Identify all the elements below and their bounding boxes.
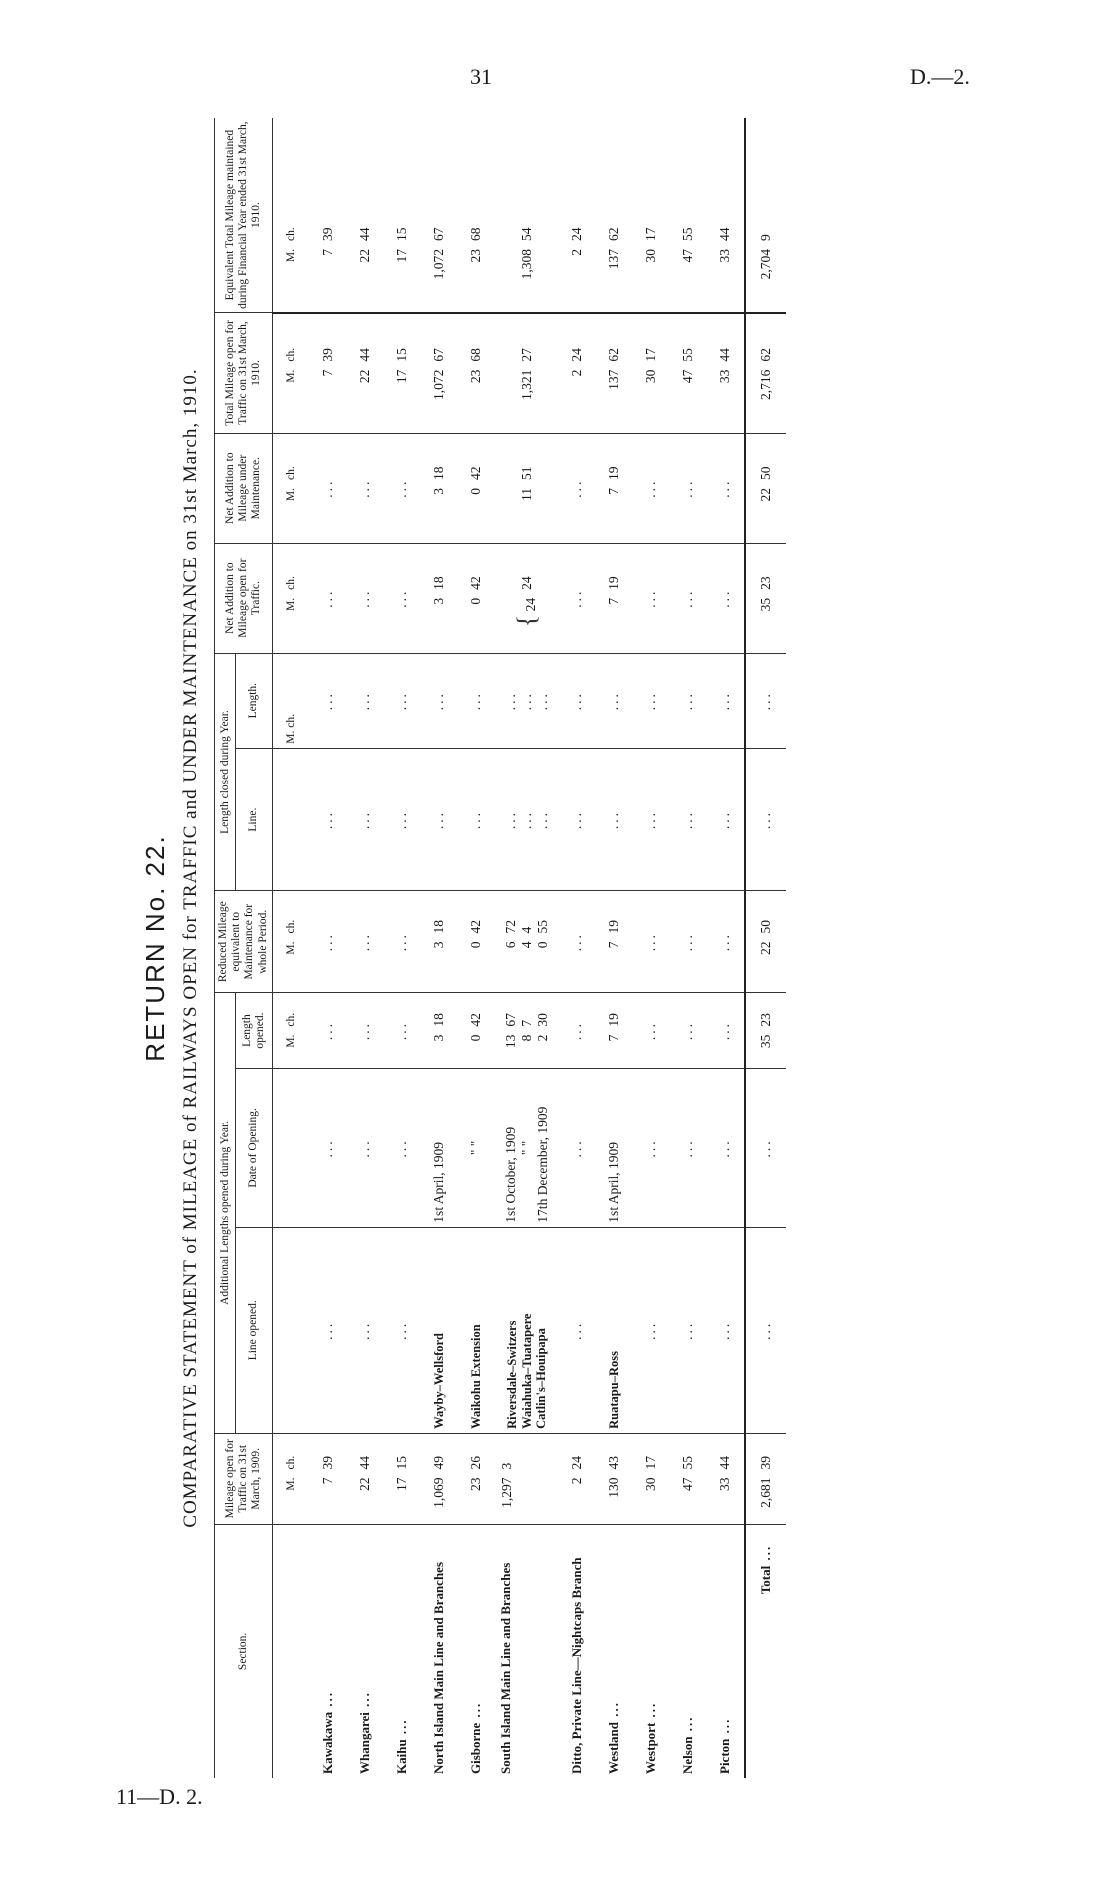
- reduced-ch: 72: [502, 919, 518, 934]
- equivalent-ch: 15: [394, 227, 410, 242]
- table-row: Kaihu ... 17 15 ... ... ... ... ... ... ... ... 17 15 17 15: [384, 118, 421, 1778]
- header-additional-group: Additional Lengths opened during Year.: [215, 992, 236, 1433]
- equivalent-ch: 62: [606, 227, 622, 242]
- total-1910-m: 7: [320, 369, 336, 377]
- total-1910-m: 22: [357, 369, 373, 384]
- reduced-ch: 4: [518, 926, 534, 934]
- dates-of-opening: [495, 1069, 559, 1228]
- total-1910-ch: 27: [495, 313, 559, 366]
- page-number: 31: [470, 64, 492, 89]
- equivalent-ch: 54: [518, 227, 534, 242]
- mileage-1909-ch: 3: [495, 1433, 559, 1473]
- header-length-opened: Length opened.: [236, 992, 273, 1068]
- length-opened-ch: 18: [421, 992, 458, 1030]
- reduced-ch: 18: [421, 891, 458, 938]
- net-maintenance-m: 3: [431, 487, 447, 495]
- header-net-traffic: Net Addition to Mileage open for Traffic.: [215, 543, 273, 653]
- mileage-1909-ch: 44: [707, 1433, 745, 1473]
- total-1910-m: 137: [606, 369, 622, 390]
- net-traffic-ch: 42: [458, 543, 495, 594]
- net-maintenance-ch: 51: [495, 433, 559, 484]
- net-traffic-m: 3: [431, 597, 447, 605]
- mileage-1909-ch: 24: [559, 1433, 596, 1473]
- equivalent-m: 2: [559, 245, 596, 313]
- unit-ch: ch.: [272, 891, 310, 938]
- equivalent-ch: 68: [468, 227, 484, 242]
- total-1910-ch: 39: [310, 313, 347, 366]
- header-reduced-mileage: Reduced Mileage equivalent to Maintenance for whole Period.: [215, 891, 273, 992]
- total-1910-ch: 24: [559, 313, 596, 366]
- section-name: Kawakawa ...: [310, 1524, 347, 1778]
- net-traffic-m: 7: [606, 597, 622, 605]
- net-maintenance-m: 11: [518, 487, 534, 501]
- total-1910-ch: 68: [458, 313, 495, 366]
- unit-m: M.: [285, 369, 298, 383]
- section-name: Nelson ...: [670, 1524, 707, 1778]
- table-row: North Island Main Line and Branches 1,069 49 Wayby–Wellsford 1st April, 1909 3 18 3 18 ... ... 3 18 3 18 1,072 67 1,072 67: [421, 118, 458, 1778]
- length-opened-m: 0: [468, 1034, 484, 1042]
- reduced-ch: 42: [458, 891, 495, 938]
- mileage-1909-m: 22: [357, 1477, 373, 1492]
- total-1910-ch: 15: [384, 313, 421, 366]
- header-closed-length: Length.: [236, 653, 273, 748]
- date-of-opening: " ": [458, 1069, 495, 1228]
- mileage-1909-m: 17: [394, 1477, 410, 1492]
- table-row: Kawakawa ... 7 39 ... ... ... ... ... ... ... ... 7 39 7 39: [310, 118, 347, 1778]
- total-1910-ch: 62: [745, 313, 786, 366]
- reduced-m: 0: [534, 941, 550, 949]
- total-net-maintenance-ch: 50: [745, 433, 786, 484]
- total-reduced-m: 22: [745, 937, 786, 992]
- header-closed-line: Line.: [236, 748, 273, 891]
- header-line-opened: Line opened.: [236, 1227, 273, 1433]
- length-opened-ch: 7: [518, 1019, 534, 1027]
- total-1910-m: 2: [569, 369, 585, 377]
- line-opened: Ruatapu–Ross: [596, 1227, 633, 1433]
- mileage-1909-ch: 55: [670, 1433, 707, 1473]
- line-opened: Riversdale–Switzers: [504, 1320, 519, 1429]
- equivalent-ch: 44: [357, 227, 373, 242]
- length-opened-ch: 67: [502, 1013, 518, 1027]
- total-1910-m: 1,072: [431, 369, 447, 400]
- header-mileage-1909: Mileage open for Traffic on 31st March, 1909.: [215, 1433, 273, 1524]
- total-equivalent-m: 2,704: [745, 245, 786, 313]
- mileage-1909-m: 23: [468, 1477, 484, 1492]
- header-date-of-opening: Date of Opening.: [236, 1069, 273, 1228]
- table-row: Westport ... 30 17 ... ... ... ... ... ... ... ... 30 17 30 17: [633, 118, 670, 1778]
- total-1910-m: 23: [468, 369, 484, 384]
- unit-ch: ch.: [285, 227, 298, 242]
- mileage-1909-m: 47: [680, 1477, 696, 1492]
- equivalent-m: 30: [633, 245, 670, 313]
- mileage-1909-ch: 26: [458, 1433, 495, 1473]
- mileage-1909-m: 1,297: [498, 1477, 514, 1508]
- return-title: RETURN No. 22.: [140, 834, 170, 1062]
- units-row: [272, 118, 310, 1778]
- mileage-table: [214, 118, 786, 1778]
- length-opened-ch: 30: [534, 1013, 550, 1027]
- reduced-m: 0: [468, 941, 484, 949]
- total-equivalent-ch: 9: [745, 188, 786, 245]
- total-row: Total ... 2,681 39 ... ... 35 23 22 50 ... ... 35 23 22 50 2,716 62 2,704 9: [745, 118, 786, 1778]
- reduced-ch: 55: [534, 919, 550, 934]
- total-1910-ch: 44: [347, 313, 384, 366]
- net-maintenance-ch: 42: [458, 433, 495, 484]
- equivalent-m: 7: [310, 245, 347, 313]
- reduced-ch: 19: [596, 891, 633, 938]
- reduced-m: 3: [431, 941, 447, 949]
- total-1910-ch: 62: [596, 313, 633, 366]
- total-net-maintenance-m: 22: [745, 484, 786, 543]
- total-1910-ch: 17: [633, 313, 670, 366]
- section-name: Picton ...: [707, 1524, 745, 1778]
- equivalent-m: 23: [458, 245, 495, 313]
- equivalent-m: 1,072: [421, 245, 458, 313]
- total-mileage-1909-ch: 39: [745, 1433, 786, 1473]
- lines-opened: [495, 1227, 559, 1433]
- mileage-1909-m: 1,069: [431, 1477, 447, 1508]
- mileage-1909-ch: 17: [633, 1433, 670, 1473]
- unit-ch: ch.: [272, 433, 310, 484]
- reduced-m: 7: [606, 941, 622, 949]
- total-length-opened-ch: 23: [745, 992, 786, 1030]
- rotated-table-block: [140, 118, 890, 1778]
- page-signature: 11—D. 2.: [116, 1784, 203, 1809]
- table-row: Nelson ... 47 55 ... ... ... ... ... ... ... ... 47 55 47 55: [670, 118, 707, 1778]
- total-label: Total ...: [745, 1524, 786, 1778]
- date-of-opening: " ": [518, 1140, 534, 1156]
- date-of-opening: 1st April, 1909: [421, 1069, 458, 1228]
- length-opened-m: 2: [534, 1034, 550, 1042]
- equivalent-m: 17: [384, 245, 421, 313]
- mileage-1909-m: 33: [717, 1477, 733, 1492]
- total-1910-m: 2,716: [745, 366, 786, 434]
- total-1910-m: 30: [643, 369, 659, 384]
- net-traffic-m: 0: [468, 597, 484, 605]
- date-of-opening: 1st April, 1909: [596, 1069, 633, 1228]
- length-opened-ch: 42: [458, 992, 495, 1030]
- date-of-opening: 17th December, 1909: [534, 1106, 550, 1223]
- total-net-traffic-m: 35: [745, 594, 786, 653]
- total-mileage-1909-m: 2,681: [745, 1474, 786, 1525]
- mileage-1909-ch: 43: [596, 1433, 633, 1473]
- section-name: Westport ...: [633, 1524, 670, 1778]
- unit-ch: ch.: [272, 543, 310, 594]
- equivalent-m: 22: [347, 245, 384, 313]
- table-row: Ditto, Private Line—Nightcaps Branch 2 24 ... ... ... ... ... ... ... ... 2 24 2 24: [559, 118, 596, 1778]
- total-length-opened-m: 35: [745, 1031, 786, 1069]
- table-row: South Island Main Line and Branches 1,297 3 Riversdale–Switzers Waiahuka–Tuatapere Catlin's–Houipapa 1st October, 1909 " " 17th December, 1909 13 8 2 67 7 30 6 4 0 72 4 55 ... ... ... ... ... ... { 24 24 11 51 1,321 27 1,308 54: [495, 118, 559, 1778]
- total-1910-m: 1,321: [518, 369, 534, 400]
- table-row: Gisborne ... 23 26 Waikohu Extension " " 0 42 0 42 ... ... 0 42 0 42 23 68 23 68: [458, 118, 495, 1778]
- header-total-1910: Total Mileage open for Traffic on 31st March, 1910.: [215, 313, 273, 434]
- table-row: Whangarei ... 22 44 ... ... ... ... ... ... ... ... 22 44 22 44: [347, 118, 384, 1778]
- mileage-1909-m: 2: [569, 1477, 585, 1485]
- length-opened-ch: 19: [596, 992, 633, 1030]
- section-name: Kaihu ...: [384, 1524, 421, 1778]
- total-1910-m: 17: [394, 369, 410, 384]
- unit-m: M.: [285, 1034, 298, 1048]
- mileage-1909-ch: 44: [347, 1433, 384, 1473]
- header-section: Section.: [215, 1524, 273, 1778]
- total-1910-ch: 44: [707, 313, 745, 366]
- equivalent-ch: 67: [431, 227, 447, 242]
- net-maintenance-m: 7: [606, 487, 622, 495]
- line-opened: Catlin's–Houipapa: [534, 1328, 549, 1429]
- equivalent-m: 33: [707, 245, 745, 313]
- unit-ch: ch.: [272, 1433, 310, 1473]
- table-row: Picton ... 33 44 ... ... ... ... ... ... ... ... 33 44 33 44: [707, 118, 745, 1778]
- length-opened-m: 3: [431, 1034, 447, 1042]
- equivalent-m: 1,308: [495, 245, 559, 313]
- section-name: North Island Main Line and Branches: [421, 1524, 458, 1778]
- mileage-1909-m: 7: [320, 1477, 336, 1485]
- section-name: South Island Main Line and Branches: [495, 1524, 559, 1778]
- total-1910-m: 33: [717, 369, 733, 384]
- statement-title: COMPARATIVE STATEMENT of MILEAGE of RAILWAYS OPEN for TRAFFIC and UNDER MAINTENANCE on 31st March, 1910.: [180, 368, 201, 1528]
- length-opened-m: 8: [518, 1034, 534, 1042]
- line-opened: Wayby–Wellsford: [421, 1227, 458, 1433]
- net-traffic-ch: 18: [421, 543, 458, 594]
- net-traffic-m: 24: [522, 597, 538, 612]
- mileage-1909-m: 30: [643, 1477, 659, 1492]
- document-reference: D.—2.: [910, 64, 970, 89]
- equivalent-ch: 24: [569, 227, 585, 242]
- table-row: Westland ... 130 43 Ruatapu–Ross 1st April, 1909 7 19 7 19 ... ... 7 19 7 19 137 62 137 62: [596, 118, 633, 1778]
- equivalent-m: 137: [596, 245, 633, 313]
- unit-closed: M. ch.: [272, 653, 310, 748]
- mileage-1909-ch: 49: [421, 1433, 458, 1473]
- mileage-1909-ch: 39: [310, 1433, 347, 1473]
- line-opened: Waikohu Extension: [458, 1227, 495, 1433]
- length-opened-m: 7: [606, 1034, 622, 1042]
- header-equivalent: Equivalent Total Mileage maintained during Financial Year ended 31st March, 1910.: [215, 118, 273, 313]
- mileage-1909-ch: 15: [384, 1433, 421, 1473]
- equivalent-ch: 55: [680, 227, 696, 242]
- length-opened-m: 13: [502, 1034, 518, 1049]
- equivalent-ch: 17: [643, 227, 659, 242]
- unit-m: M.: [272, 245, 310, 313]
- total-reduced-ch: 50: [745, 891, 786, 938]
- unit-m: M.: [285, 597, 298, 611]
- reduced-m: 6: [502, 941, 518, 949]
- net-traffic-ch: 24: [495, 543, 559, 594]
- date-of-opening: 1st October, 1909: [502, 1126, 518, 1223]
- net-traffic-ch: 19: [596, 543, 633, 594]
- total-1910-ch: 55: [670, 313, 707, 366]
- unit-ch: ch.: [272, 313, 310, 366]
- unit-m: M.: [285, 1477, 298, 1491]
- equivalent-ch: 44: [717, 227, 733, 242]
- unit-m: M.: [285, 941, 298, 955]
- reduced-m: 4: [518, 941, 534, 949]
- unit-m: M.: [285, 487, 298, 502]
- net-maintenance-m: 0: [468, 487, 484, 495]
- net-maintenance-ch: 19: [596, 433, 633, 484]
- mileage-1909-m: 130: [606, 1477, 622, 1498]
- equivalent-ch: 39: [320, 227, 336, 242]
- total-1910-m: 47: [680, 369, 696, 384]
- net-maintenance-ch: 18: [421, 433, 458, 484]
- section-name: Westland ...: [596, 1524, 633, 1778]
- section-name: Ditto, Private Line—Nightcaps Branch: [559, 1524, 596, 1778]
- equivalent-m: 47: [670, 245, 707, 313]
- unit-ch: ch.: [272, 992, 310, 1030]
- total-net-traffic-ch: 23: [745, 543, 786, 594]
- line-opened: Waiahuka–Tuatapere: [519, 1313, 534, 1429]
- brace-icon: {: [511, 614, 541, 628]
- section-name: Whangarei ...: [347, 1524, 384, 1778]
- header-net-maintenance: Net Addition to Mileage under Maintenance.: [215, 433, 273, 543]
- total-1910-ch: 67: [421, 313, 458, 366]
- section-name: Gisborne ...: [458, 1524, 495, 1778]
- header-closed-group: Length closed during Year.: [215, 653, 236, 891]
